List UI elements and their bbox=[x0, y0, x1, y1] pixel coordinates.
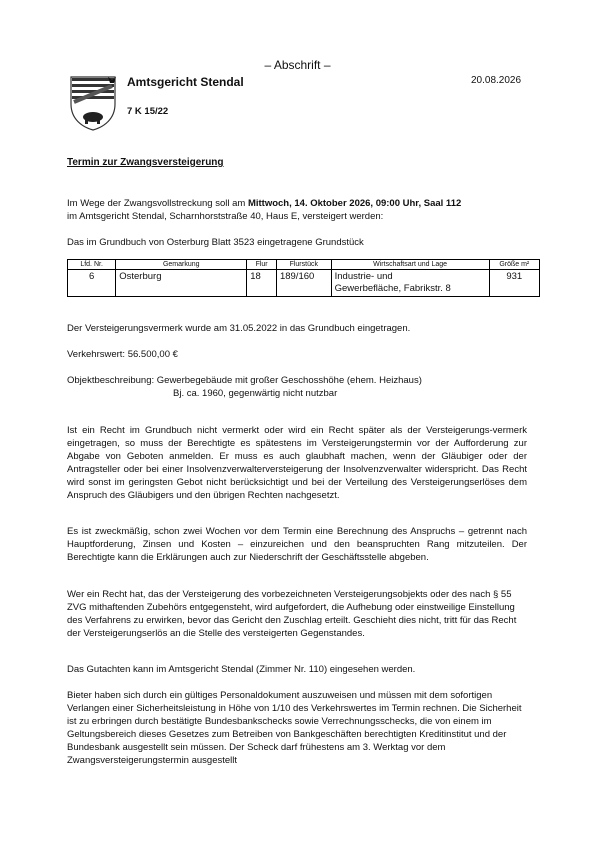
intro-part1: Im Wege der Zwangsvollstreckung soll am bbox=[67, 198, 248, 209]
col-lfd: Lfd. Nr. bbox=[68, 260, 116, 270]
vermerk-text: Der Versteigerungsvermerk wurde am 31.05.2022 in das Grundbuch eingetragen. bbox=[67, 323, 411, 334]
cell-flur: 18 bbox=[247, 270, 277, 297]
paragraph-bieter: Bieter haben sich durch ein gültiges Personaldokument auszuweisen und müssen mit dem sofortigen Verlangen einer Sicherheitsleistung in Höhe von 1/10 des Verkehrswertes im Termin rechnen. Die Sicherheit ist zu erbringen durch bestätigte Bundesbankschecks sowie Verrechnungsschecks, die von einem im Geltungsbereich dieses Gesetzes zum Betreiben von Bankgeschäften berechtigten Kreditinstitut und der Bundesbank ausgestellt sein müssen. Der Scheck darf frühestens am 3. Werktag vor dem Zwangsversteigerungstermin ausgestellt bbox=[67, 690, 522, 766]
document-date: 20.08.2026 bbox=[471, 75, 522, 86]
table-row bbox=[68, 270, 540, 297]
paragraph-gutachten: Das Gutachten kann im Amtsgericht Stendal (Zimmer Nr. 110) eingesehen werden. bbox=[67, 664, 416, 675]
property-table bbox=[67, 259, 540, 297]
objekt-line1: Objektbeschreibung: Gewerbegebäude mit großer Geschosshöhe (ehem. Heizhaus) bbox=[67, 375, 422, 386]
cell-lfd: 6 bbox=[68, 270, 116, 297]
objekt-line2: Bj. ca. 1960, gegenwärtig nicht nutzbar bbox=[173, 388, 338, 399]
cell-groesse: 931 bbox=[489, 270, 539, 297]
file-number: 7 K 15/22 bbox=[127, 106, 169, 117]
col-groesse: Größe m² bbox=[489, 260, 539, 270]
col-gemarkung: Gemarkung bbox=[116, 260, 247, 270]
intro-text bbox=[67, 197, 537, 223]
cell-art-line2: Gewerbefläche, Fabrikstr. 8 bbox=[334, 283, 451, 294]
paragraph-anmeldung: Ist ein Recht im Grundbuch nicht vermerkt oder wird ein Recht später als der Versteigerungs-vermerk eingetragen, so muss der Berechtigte es spätestens im Versteigerungstermin vor der Aufforderung zur Abgabe von Geboten anmelden. Er muss es auch glaubhaft machen, wenn der Gläubiger oder der Antragsteller oder bei einer Insolvenzverwalterversteigerung der Insolvenzverwalter widerspricht. Das Recht wird sonst im geringsten Gebot nicht berücksichtigt und bei der Verteilung des Versteigerungserlöses dem Anspruch des Gläubigers und den übrigen Rechten nachgesetzt. bbox=[67, 425, 527, 501]
paragraph-berechnung: Es ist zweckmäßig, schon zwei Wochen vor dem Termin eine Berechnung des Anspruchs – getrennt nach Hauptforderung, Zinsen und Kosten – einzureichen und den beanspruchten Rang mitzuteilen. Der Berechtigte kann die Erklärungen auch zur Niederschrift der Geschäftsstelle abgeben. bbox=[67, 526, 527, 563]
cell-art-line1: Industrie- und bbox=[334, 271, 393, 282]
intro-date-room: Mittwoch, 14. Oktober 2026, 09:00 Uhr, Saal 112 bbox=[247, 198, 462, 209]
abschrift-label: – Abschrift – bbox=[264, 58, 331, 72]
grundbuch-line: Das im Grundbuch von Osterburg Blatt 3523 eingetragene Grundstück bbox=[67, 237, 364, 248]
intro-part2: im Amtsgericht Stendal, Scharnhorststraße 40, Haus E, versteigert werden: bbox=[67, 211, 384, 222]
col-flur: Flur bbox=[247, 260, 277, 270]
cell-flurstueck: 189/160 bbox=[276, 270, 331, 297]
col-flurstueck: Flurstück bbox=[276, 260, 331, 270]
col-art: Wirtschaftsart und Lage bbox=[331, 260, 489, 270]
page-title: Termin zur Zwangsversteigerung bbox=[67, 157, 224, 168]
coat-of-arms-icon bbox=[68, 74, 118, 132]
cell-art bbox=[331, 270, 489, 297]
verkehrswert-text: Verkehrswert: 56.500,00 € bbox=[67, 349, 178, 360]
paragraph-aufhebung: Wer ein Recht hat, das der Versteigerung des vorbezeichneten Versteigerungsobjekts oder des nach § 55 ZVG mithaftenden Zubehörs entgegensteht, wird aufgefordert, die Aufhebung oder einstweilige Einstellung des Verfahrens zu erwirken, bevor das Gericht den Zuschlag erteilt. Geschieht dies nicht, tritt für das Recht der Versteigerungserlös an die Stelle des versteigerten Gegenstandes. bbox=[67, 589, 517, 639]
court-name: Amtsgericht Stendal bbox=[127, 75, 244, 89]
cell-gemarkung: Osterburg bbox=[116, 270, 247, 297]
